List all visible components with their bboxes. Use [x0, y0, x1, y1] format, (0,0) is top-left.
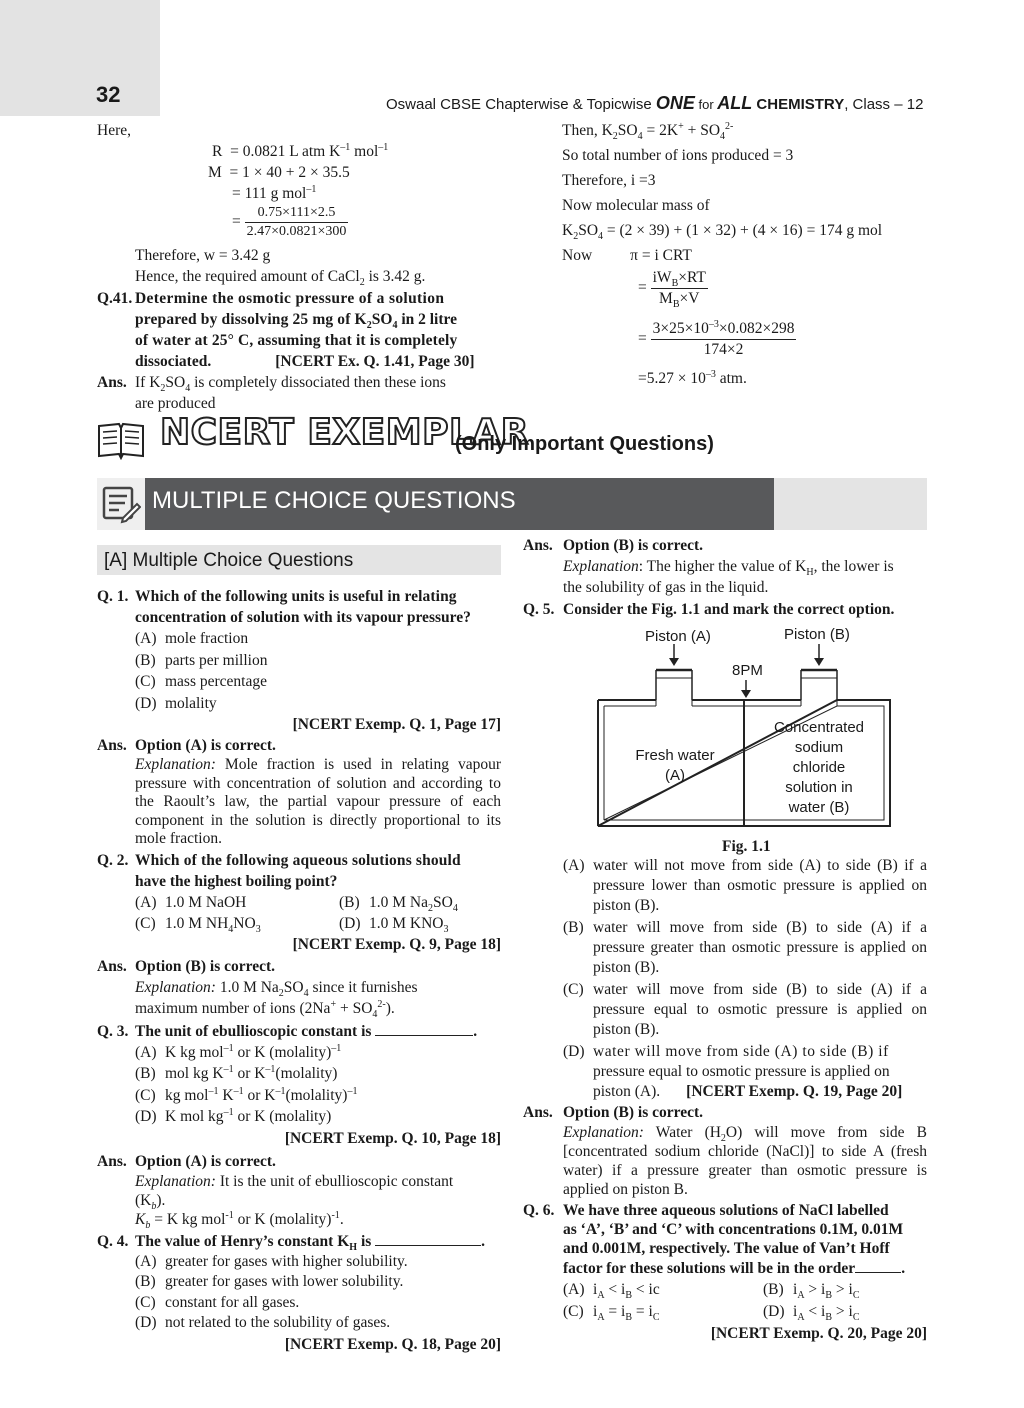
- q1-ans: Option (A) is correct.: [135, 737, 276, 754]
- q4-opt-a: greater for gases with higher solubility.: [165, 1252, 408, 1270]
- q1-opt-a-label: (A): [135, 630, 157, 647]
- m-rhs-2: = 111 g mol: [232, 185, 307, 202]
- q5-explanation: Explanation: Water $(H_2O)$ will move from side B [concentrated sodium chloride (NaCl)] to side A (fresh water) if a pressure greater than osmotic pressure is applied on piston B.: [563, 1124, 927, 1198]
- q3: Q. 3. The unit of ebullioscopic constant is .: [97, 1022, 478, 1040]
- pi-eq-text: π = i CRT: [630, 247, 692, 264]
- q6-opt-a-label: (A): [563, 1281, 585, 1298]
- q5-opt-c-row: [563, 980, 927, 1040]
- q4-opt-b: greater for gases with lower solubility.: [165, 1273, 404, 1290]
- spm-label: 8PM: [732, 662, 763, 679]
- therefore-i: Therefore, i =3: [562, 172, 656, 189]
- q1-exp: Mole fraction is used in relating vapour pressure with concentration of solution and according to the Raoult’s law, the partial vapour pressure of each component in the solution is directly proportional to its mole fraction.: [135, 756, 501, 847]
- page-number: 32: [96, 82, 121, 107]
- molecular-mass-label: Now molecular mass of: [562, 197, 710, 214]
- result-text: =5.27 × 10: [638, 370, 706, 387]
- q2-opt-c-label: (C): [135, 914, 156, 932]
- q5-line-1: Consider the Fig. 1.1 and mark the correct option.: [563, 601, 895, 618]
- q2-opt-a-label: (A): [135, 893, 157, 911]
- ans-41-1c: is completely dissociated then these ions: [190, 374, 446, 391]
- conc-line-2: sodium: [794, 739, 844, 756]
- q3-label: Q. 3.: [97, 1022, 129, 1040]
- q1-explanation: [97, 756, 501, 849]
- q41-label: Q.41.: [97, 290, 133, 307]
- q1-ref: [NCERT Exemp. Q. 1, Page 17]: [292, 716, 501, 733]
- q3-ans-label: Ans.: [97, 1152, 127, 1170]
- q5-opt-a-row: [563, 856, 927, 916]
- q3-opt-b: mol kg K: [165, 1065, 224, 1082]
- class: , Class – 12: [844, 96, 924, 113]
- q4-opt-c-label: (C): [135, 1293, 156, 1311]
- q3-options: (A) K kg mol$^{-1}$ or K (molality)$^{-1}$ (B) mol kg $K^{-1}$ or $K^{-1}(molality)$ (C) kg mol$^{-1}$ $K^{-1}$ or $K^{-1}(molality)^{-1}$ (D) K mol $kg^{-1}$ or K (molality): [97, 1042, 501, 1128]
- q3-opt-c2: K: [218, 1086, 234, 1104]
- q5-label: Q. 5.: [523, 601, 555, 618]
- exemplar-subtitle: (Only Important Questions): [455, 433, 714, 455]
- r-rhs: = 0.0821 L atm K: [230, 143, 341, 160]
- q3-opt-d-label: (D): [135, 1108, 157, 1125]
- ans-label: Ans.: [97, 374, 127, 391]
- q4-ref: [NCERT Exemp. Q. 18, Page 20]: [284, 1335, 501, 1353]
- q6-opt-d: $i_A < i_B > i_C$: [793, 1303, 860, 1324]
- q3-exp5: or K (molality): [233, 1210, 332, 1228]
- q6-opt-a: $i_A < i_B$ < ic: [593, 1281, 660, 1302]
- q3-opt-b-label: (B): [135, 1065, 156, 1082]
- m-rhs: = 1 × 40 + 2 × 35.5: [229, 164, 350, 181]
- q2: [97, 850, 501, 892]
- lower-left-column: [97, 586, 501, 1355]
- q6-options: [523, 1279, 927, 1323]
- subhead-title: [A] Multiple Choice Questions: [104, 550, 354, 571]
- then-eq: Then, $K_2SO_4 = 2K^+ + SO_4^{2-}$: [562, 120, 734, 143]
- q5-opt-d-2: pressure equal to osmotic pressure is applied on: [593, 1063, 890, 1080]
- q5-opt-a: water will not move from side (A) to side (B) if a pressure lower than osmotic pressure is applied on piston (B).: [593, 857, 927, 914]
- q6-line-3: and 0.001M, respectively. The value of Van’t Hoff: [563, 1240, 890, 1257]
- q4: Q. 4. The value of Henry’s constant $K_H$ is .: [97, 1232, 486, 1253]
- brand-all: ALL: [717, 93, 753, 113]
- fraction-2: = $\frac{3\times 25\times 10^{-3}\times 0.082\times 298}{174\times 2}$: [638, 318, 795, 358]
- q6-opt-d-label: (D): [763, 1303, 785, 1320]
- m-value: [97, 162, 501, 183]
- ans-41-1a: If K: [135, 374, 161, 391]
- q2-opt-b-label: (B): [339, 893, 360, 911]
- pi-eq: [562, 245, 927, 266]
- q1-ans-label: Ans.: [97, 737, 127, 754]
- edit-list-icon: [101, 484, 141, 524]
- q4-line-1b: is: [357, 1232, 372, 1250]
- q5-opt-d-1: water will move from side (A) to side (B) if: [593, 1043, 889, 1060]
- conc-line-3: chloride: [792, 759, 846, 776]
- q5-opt-d-3: piston (A).: [593, 1083, 661, 1100]
- conc-line-5: water (B): [788, 799, 850, 816]
- then-a: Then, K: [562, 122, 613, 139]
- q4-exp2: , the lower is: [813, 558, 894, 575]
- q1-opt-b: parts per million: [165, 651, 268, 669]
- q1: [97, 586, 501, 628]
- then-b: SO: [617, 122, 638, 139]
- q3-exp6: .: [339, 1210, 344, 1228]
- q5-ans-label: Ans.: [523, 1104, 553, 1121]
- q6-opt-b-label: (B): [763, 1281, 784, 1298]
- page-number-box: [0, 0, 160, 116]
- k2so4-mass: $K_2SO_4 = (2 \times 39) + (1 \times 32) + (4 \times 16) = 174$ g mol: [562, 222, 883, 243]
- q5-opt-d-row: [563, 1042, 927, 1102]
- subject: CHEMISTRY: [752, 96, 845, 113]
- k2so4-mass-text: = (2 × 39) + (1 × 32) + (4 × 16) = 174 g mol: [603, 222, 883, 239]
- ans-41-1b: SO: [165, 374, 186, 391]
- top-left-column: Here, R = 0.0821 L atm $K^{-1}$ mol$^{-1}$ M = 1 × 40 + 2 × 35.5 = 111 g mol$^{-1}$ = $\frac{0.75\times 111\times 2.5}{2.47\times 0.0821\times 300}$ Therefore, w = 3.42 g Hence, the required amount of CaCl$_2$ is 3.42 g. Q.41. Determine the osmotic pressure of a solution prepared by dissolving 25 mg of $K_2SO_4$ in 2 litre of water at 25° C, assuming that it is completely dissociated. [NCERT Ex. Q. 1.41, Page 30] Ans. If $K_2SO_4$ is completely dissociated then these ions are produced: [97, 120, 501, 414]
- q2-opt-a: 1.0 M NaOH: [165, 893, 247, 911]
- q4-opt-d-label: (D): [135, 1314, 157, 1331]
- q3-ans: Option (A) is correct.: [135, 1152, 276, 1170]
- q3-opt-a-label: (A): [135, 1043, 157, 1061]
- hence-tail: is 3.42 g.: [364, 268, 426, 285]
- q3-opt-b3: (molality): [275, 1065, 338, 1082]
- q1-line-2: concentration of solution with its vapour pressure?: [135, 609, 471, 626]
- q4-opt-c: constant for all gases.: [165, 1293, 300, 1311]
- q3-opt-a2: or K (molality): [233, 1043, 332, 1061]
- q2-opt-d: 1.0 M KNO: [369, 914, 444, 932]
- q2-label: Q. 2.: [97, 851, 129, 869]
- q41-line-2b: SO: [371, 311, 393, 328]
- q2-exp-e: + SO: [336, 999, 373, 1017]
- f1-num: iW: [652, 269, 672, 286]
- q3-exp2: (K: [135, 1191, 152, 1209]
- q2-opt-b: 1.0 M Na: [369, 893, 428, 911]
- q5-opt-c-label: (C): [563, 981, 584, 998]
- q6: Q. 6. We have three aqueous solutions of NaCl labelled as ‘A’, ‘B’ and ‘C’ with concentrations 0.1M, 0.01M and 0.001M, respectively. The value of Van’t Hoff factor for these solutions will be in the order .: [523, 1201, 927, 1278]
- total-ions: So total number of ions produced = 3: [562, 147, 794, 164]
- q1-opt-d: molality: [165, 694, 217, 712]
- q1-line-1: Which of the following units is useful in relating: [135, 588, 457, 605]
- q3-ref: [NCERT Exemp. Q. 10, Page 18]: [284, 1129, 501, 1147]
- piston-b-label: Piston (B): [784, 626, 850, 643]
- f1-den: M: [659, 290, 673, 307]
- q5-ans: Option (B) is correct.: [563, 1104, 704, 1121]
- q5-opt-c: water will move from side (B) to side (A) if a pressure equal to osmotic pressure is applied on piston (B).: [593, 981, 927, 1038]
- q5-options: [523, 856, 927, 1102]
- piston-a-label: Piston (A): [645, 628, 711, 645]
- q2-explanation: Explanation: 1.0 M $Na_2SO_4$ since it furnishes maximum number of ions $(2Na^+ + SO_4^{2-})$.: [135, 978, 418, 1020]
- q1-label: Q. 1.: [97, 588, 129, 605]
- r-value: R = 0.0821 L atm $K^{-1}$ mol$^{-1}$: [212, 141, 389, 160]
- frac-num: 0.75×111×2.5: [245, 204, 349, 223]
- f2-num2: ×0.082×298: [718, 320, 795, 337]
- top-right-column: [562, 120, 927, 389]
- q5-exp2: O) will move from side B [concentrated sodium chloride (NaCl)] to side A (fresh water) if a pressure greater than osmotic pressure is applied on piston B.: [563, 1124, 927, 1198]
- q2-ans-label: Ans.: [97, 957, 127, 975]
- f2-num: 3×25×10: [652, 320, 709, 337]
- q3-opt-c: kg mol: [165, 1086, 209, 1104]
- fresh-water-line-2: (A): [665, 767, 685, 784]
- q4-exp3: the solubility of gas in the liquid.: [563, 579, 769, 596]
- conc-line-1: Concentrated: [773, 719, 865, 736]
- now-label: Now: [562, 247, 593, 264]
- q4-options: [97, 1252, 501, 1334]
- q6-ref: [NCERT Exemp. Q. 20, Page 20]: [710, 1325, 927, 1342]
- q4-explanation: Explanation: The higher the value of $K_H$, the lower is the solubility of gas in the liquid.: [523, 556, 927, 598]
- m-value-2: = 111 g mol$^{-1}$: [232, 183, 317, 202]
- q3-exp4: = K kg mol: [150, 1210, 226, 1228]
- q6-line-1: We have three aqueous solutions of NaCl labelled: [563, 1202, 889, 1219]
- q4-opt-d: not related to the solubility of gases.: [165, 1314, 391, 1331]
- q3-explanation: Explanation: It is the unit of ebullioscopic constant $(K_b)$. $K_b = K$ kg mol$^{-1}$ or K (molality)$^{-1}$.: [135, 1172, 454, 1231]
- mcq-title: MULTIPLE CHOICE QUESTIONS: [152, 487, 516, 514]
- q1-opt-a: mole fraction: [165, 630, 249, 647]
- concentrated-label: [750, 718, 888, 818]
- q2-exp-d: maximum number of ions (2Na: [135, 999, 331, 1017]
- q6-line-4: factor for these solutions will be in the order: [563, 1260, 856, 1277]
- q4-opt-a-label: (A): [135, 1252, 157, 1270]
- lower-right-column: [523, 535, 927, 620]
- q41-line-4: dissociated.: [135, 353, 212, 370]
- q5-opt-b-label: (B): [563, 919, 584, 936]
- here-label: Here,: [97, 122, 131, 139]
- q1-opt-c-label: (C): [135, 673, 156, 690]
- running-header: [386, 93, 923, 115]
- q6-opt-c-label: (C): [563, 1303, 584, 1320]
- q2-line-2: have the highest boiling point?: [135, 872, 338, 890]
- q1-exp-label: Explanation:: [135, 756, 216, 773]
- q4-exp-label: Explanation: [563, 558, 639, 575]
- q2-exp-f: ).: [385, 999, 395, 1017]
- q3-opt-b2: or K: [233, 1065, 266, 1082]
- q5-exp-label: Explanation:: [563, 1124, 644, 1141]
- q41-line-2a: prepared by dissolving 25 mg of K: [135, 311, 367, 328]
- q6-label: Q. 6.: [523, 1202, 555, 1219]
- q6-opt-b: $i_A > i_B > i_C$: [793, 1281, 860, 1302]
- q5-opt-b-row: [563, 918, 927, 978]
- book-icon: [97, 420, 145, 460]
- brand-for: for: [694, 97, 718, 112]
- q1-options: [97, 628, 501, 714]
- q5-opt-b: water will move from side (B) to side (A) if a pressure greater than osmotic pressure is applied on piston (B).: [593, 919, 927, 976]
- f2-den: 174×2: [703, 341, 744, 358]
- q3-opt-a: K kg mol: [165, 1043, 224, 1061]
- q2-ref: [NCERT Exemp. Q. 9, Page 18]: [292, 935, 501, 953]
- q1-opt-b-label: (B): [135, 651, 156, 669]
- then-c: = 2K: [642, 122, 679, 139]
- fraction-1: = $\frac{iW_B\times RT}{M_B\times V}$: [638, 269, 706, 311]
- fresh-water-line-1: Fresh water: [635, 747, 715, 764]
- q3-blank: [375, 1021, 473, 1036]
- q3-exp: It is the unit of ebullioscopic constant: [215, 1172, 454, 1190]
- q3-line-1: The unit of ebullioscopic constant is: [135, 1022, 372, 1040]
- q2-options: (A) 1.0 M NaOH (B) 1.0 M $Na_2SO_4$ (C) 1.0 M $NH_4NO_3$ (D) 1.0 M $KNO_3$: [135, 893, 458, 935]
- q41-ref: [NCERT Ex. Q. 1.41, Page 30]: [275, 353, 475, 370]
- f1-den2: ×V: [679, 290, 700, 307]
- q41-line-2c: in 2 litre: [397, 311, 457, 328]
- exemplar-title: NCERT EXEMPLAR: [160, 412, 530, 453]
- frac-den: 2.47×0.0821×300: [246, 224, 347, 239]
- q3-opt-d: K mol kg: [165, 1108, 224, 1125]
- q41-line-1: Determine the osmotic pressure of a solution: [135, 290, 445, 307]
- w-fraction: = $\frac{0.75\times 111\times 2.5}{2.47\times 0.0821\times 300}$: [232, 205, 347, 239]
- q3-opt-c3: or K: [243, 1086, 276, 1104]
- q2-opt-d-label: (D): [339, 914, 361, 932]
- q5-exp: Water (H: [643, 1124, 721, 1141]
- q6-line-2: as ‘A’, ‘B’ and ‘C’ with concentrations 0.1M, 0.01M: [563, 1221, 904, 1238]
- q3-opt-c4: (molality): [285, 1086, 348, 1104]
- q3-opt-d2: or K (molality): [233, 1108, 332, 1125]
- q2-opt-c: 1.0 M NH: [165, 914, 229, 932]
- q5-ref: [NCERT Exemp. Q. 19, Page 20]: [686, 1083, 903, 1100]
- q2-exp-b: SO: [283, 978, 304, 996]
- q4-label: Q. 4.: [97, 1232, 129, 1250]
- f1-num2: ×RT: [678, 269, 706, 286]
- ans-41-line-2: are produced: [135, 395, 216, 412]
- running-header-text: Oswaal CBSE Chapterwise & Topicwise: [386, 96, 656, 113]
- q41: Q.41. Determine the osmotic pressure of a solution prepared by dissolving 25 mg of $K_2SO_4$ in 2 litre of water at 25° C, assuming that it is completely dissociated. [NCERT Ex. Q. 1.41, Page 30]: [97, 290, 475, 370]
- q3-exp3: ).: [156, 1191, 166, 1209]
- q2-exp-label: Explanation:: [135, 978, 216, 996]
- q4-ans-label: Ans.: [523, 537, 553, 554]
- brand-one: ONE: [655, 93, 695, 113]
- q5: [523, 599, 927, 620]
- then-d: + SO: [683, 122, 721, 139]
- q3-opt-c-label: (C): [135, 1086, 156, 1104]
- q3-exp-label: Explanation:: [135, 1172, 216, 1190]
- r-lhs: R: [212, 143, 223, 160]
- hence-line: Hence, the required amount of CaCl$_2$ is 3.42 g.: [135, 268, 426, 289]
- q4-line-1: The value of Henry’s constant K: [135, 1232, 350, 1250]
- q2-exp-c: since it furnishes: [308, 978, 418, 996]
- therefore-w: Therefore, w = 3.42 g: [135, 247, 271, 264]
- hence-text: Hence, the required amount of CaCl: [135, 268, 360, 285]
- q6-blank: [855, 1258, 901, 1273]
- fresh-water-label: [614, 746, 736, 786]
- q4-blank: [375, 1231, 481, 1246]
- q5-opt-a-label: (A): [563, 857, 585, 874]
- conc-line-4: solution in: [785, 779, 853, 796]
- q2-exp-a: 1.0 M Na: [215, 978, 279, 996]
- q2-ans: Option (B) is correct.: [135, 957, 276, 975]
- q4-exp: : The higher the value of K: [638, 558, 807, 575]
- q5-opt-d-label: (D): [563, 1043, 585, 1060]
- fig-caption: Fig. 1.1: [722, 838, 771, 855]
- q1-opt-d-label: (D): [135, 694, 157, 712]
- result: $=5.27 \times 10^{-3}$ atm.: [638, 368, 747, 387]
- q1-opt-c: mass percentage: [165, 673, 267, 690]
- q2-line-1: Which of the following aqueous solutions should: [135, 851, 461, 869]
- q5-options-column: [523, 856, 927, 1344]
- result-tail: atm.: [715, 370, 747, 387]
- q41-line-3: of water at 25° C, assuming that it is completely: [135, 332, 458, 349]
- q4-ans: Option (B) is correct.: [563, 537, 704, 554]
- q6-opt-c: $i_A = i_B = i_C$: [593, 1303, 660, 1324]
- q4-opt-b-label: (B): [135, 1273, 156, 1290]
- m-lhs: M: [208, 164, 222, 181]
